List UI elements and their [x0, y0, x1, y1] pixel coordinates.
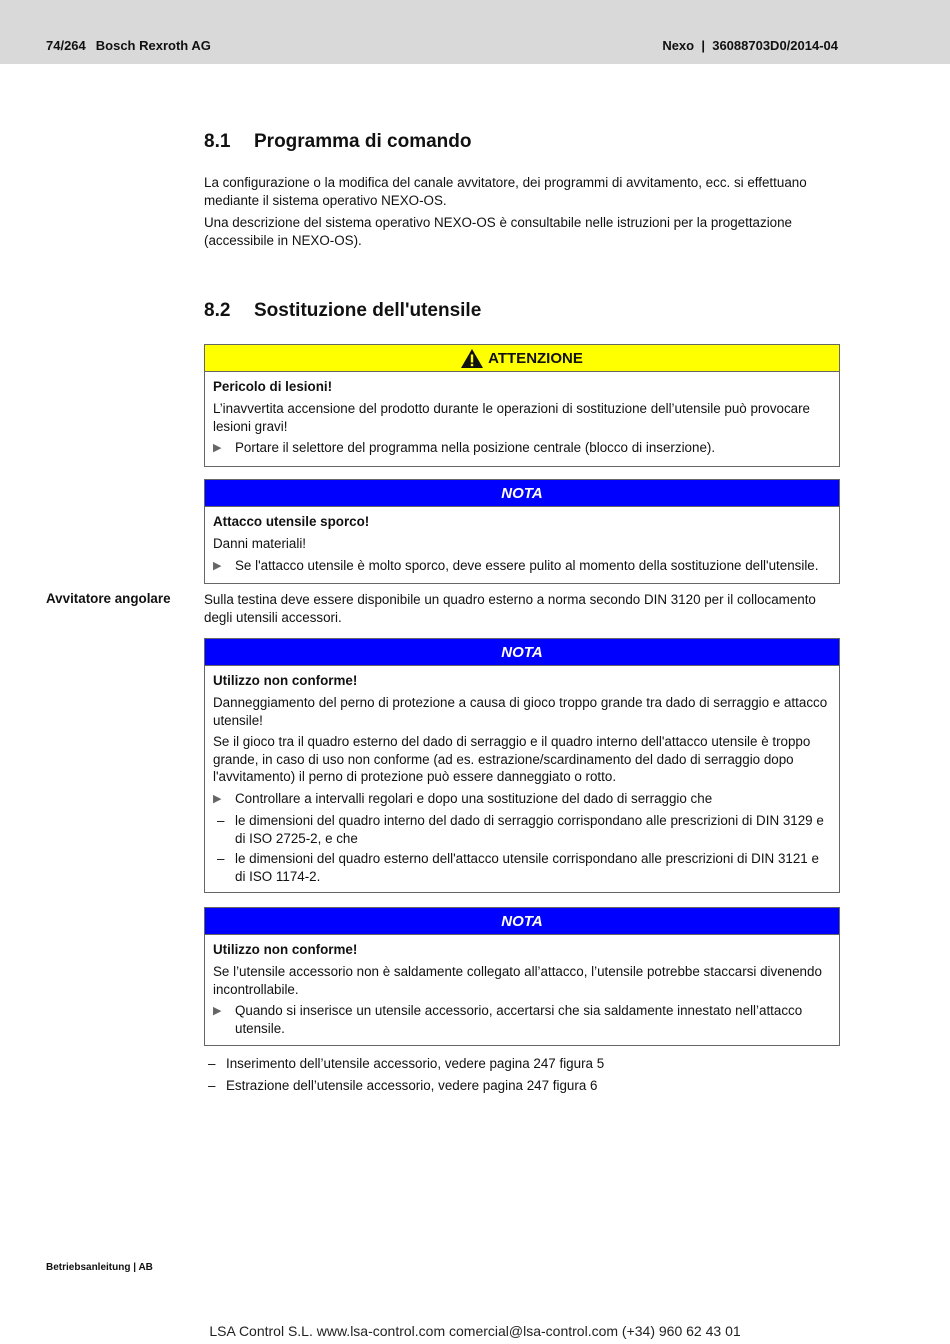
- page-header: [0, 0, 950, 64]
- warning-triangle-icon: [461, 349, 483, 368]
- company-name: Bosch Rexroth AG: [95, 38, 211, 53]
- action-arrow-icon: ▶: [213, 792, 222, 805]
- note-title: Attacco utensile sporco!: [213, 514, 370, 529]
- action-item: [213, 1002, 831, 1037]
- document-id: 36088703D0/2014-04: [712, 38, 838, 53]
- section-title: Sostituzione dell'utensile: [254, 300, 482, 321]
- action-arrow-icon: ▶: [213, 1005, 222, 1017]
- footer-document-type: Betriebsanleitung | AB: [46, 1262, 153, 1273]
- note-text: Se l’utensile accessorio non è saldamente collegato all’attacco, l’utensile potrebbe staccarsi divenendo incontrollabile.: [213, 964, 822, 997]
- note-box: [204, 479, 840, 584]
- warning-title: Pericolo di lesioni!: [213, 379, 333, 394]
- note-text: Danneggiamento del perno di protezione a causa di gioco troppo grande tra dado di serraggio e attacco utensile!: [213, 695, 828, 728]
- action-text: Se l'attacco utensile è molto sporco, deve essere pulito al momento della sostituzione dell'utensile.: [235, 557, 819, 573]
- warning-header: [205, 345, 839, 372]
- paragraph: La configurazione o la modifica del canale avvitatore, dei programmi di avvitamento, ecc. si effettuano mediante il sistema operativo NEXO-OS.: [204, 175, 807, 208]
- page-number: 74/264: [46, 38, 86, 53]
- product-name: Nexo: [662, 38, 695, 53]
- dash-bullet: –: [208, 1056, 216, 1071]
- dash-bullet: –: [208, 1077, 216, 1093]
- action-arrow-icon: ▶: [213, 559, 222, 572]
- footer-contact: LSA Control S.L. www.lsa-control.com comercial@lsa-control.com (+34) 960 62 43 01: [209, 1323, 741, 1339]
- note-label: NOTA: [501, 643, 543, 661]
- section-number: 8.2: [204, 300, 231, 321]
- section-heading: [204, 131, 840, 153]
- list-item-text: le dimensioni del quadro interno del dado di serraggio corrispondano alle prescrizioni di DIN 3129 e di ISO 2725-2, e che: [235, 813, 824, 846]
- reference-text[interactable]: Inserimento dell’utensile accessorio, vedere pagina 247 figura 5: [226, 1056, 605, 1071]
- note-title: Utilizzo non conforme!: [213, 942, 358, 957]
- reference-item[interactable]: [204, 1077, 840, 1095]
- section-8-1: [204, 131, 840, 254]
- action-text: Controllare a intervalli regolari e dopo una sostituzione del dado di serraggio che: [235, 790, 713, 806]
- reference-item[interactable]: [204, 1055, 840, 1073]
- section-8-2: [204, 300, 840, 322]
- dash-bullet: –: [217, 813, 225, 828]
- section-title: Programma di comando: [254, 131, 472, 152]
- action-text: Portare il selettore del programma nella posizione centrale (blocco di inserzione).: [235, 440, 716, 455]
- list-item-text: le dimensioni del quadro esterno dell'attacco utensile corrispondano alle prescrizioni di DIN 3121 e di ISO 1174-2.: [235, 851, 819, 884]
- section-number: 8.1: [204, 131, 231, 152]
- header-left: [46, 38, 211, 53]
- action-item: [213, 790, 831, 809]
- note-text: Se il gioco tra il quadro esterno del dado di serraggio e il quadro interno dell'attacco utensile è troppo grande, in caso di uso non conforme (ad es. estrazione/scardinamento del dado di serraggio dopo l'avvitamento) il perno di protezione può essere danneggiato o rotto.: [213, 734, 811, 784]
- list-item: [213, 850, 831, 885]
- note-box: [204, 907, 840, 1046]
- section-heading: [204, 300, 840, 322]
- note-header: [205, 639, 839, 666]
- reference-text[interactable]: Estrazione dell’utensile accessorio, vedere pagina 247 figura 6: [226, 1077, 598, 1093]
- dash-bullet: –: [217, 851, 225, 866]
- note-text: Danni materiali!: [213, 536, 307, 551]
- action-text: Quando si inserisce un utensile accessorio, accertarsi che sia saldamente innestato nell’attacco utensile.: [235, 1003, 803, 1036]
- warning-label: ATTENZIONE: [488, 349, 583, 367]
- paragraph: Sulla testina deve essere disponibile un quadro esterno a norma secondo DIN 3120 per il collocamento degli utensili accessori.: [204, 592, 816, 625]
- action-arrow-icon: ▶: [213, 442, 222, 454]
- note-label: NOTA: [501, 912, 543, 930]
- reference-list: [204, 1055, 840, 1097]
- margin-label: Avvitatore angolare: [46, 591, 171, 606]
- warning-box: [204, 344, 840, 467]
- list-item: [213, 812, 831, 847]
- header-right: [662, 38, 838, 53]
- note-label: NOTA: [501, 484, 543, 502]
- header-separator: |: [701, 38, 705, 53]
- note-box: [204, 638, 840, 893]
- note-title: Utilizzo non conforme!: [213, 673, 358, 688]
- action-item: [213, 557, 831, 576]
- warning-text: L’inavvertita accensione del prodotto durante le operazioni di sostituzione dell’utensile può provocare lesioni gravi!: [213, 401, 811, 434]
- note-header: [205, 480, 839, 507]
- action-item: [213, 439, 831, 458]
- note-header: [205, 908, 839, 935]
- paragraph: Una descrizione del sistema operativo NEXO-OS è consultabile nelle istruzioni per la progettazione (accessibile in NEXO-OS).: [204, 215, 793, 248]
- angle-screwdriver-text: [204, 591, 840, 631]
